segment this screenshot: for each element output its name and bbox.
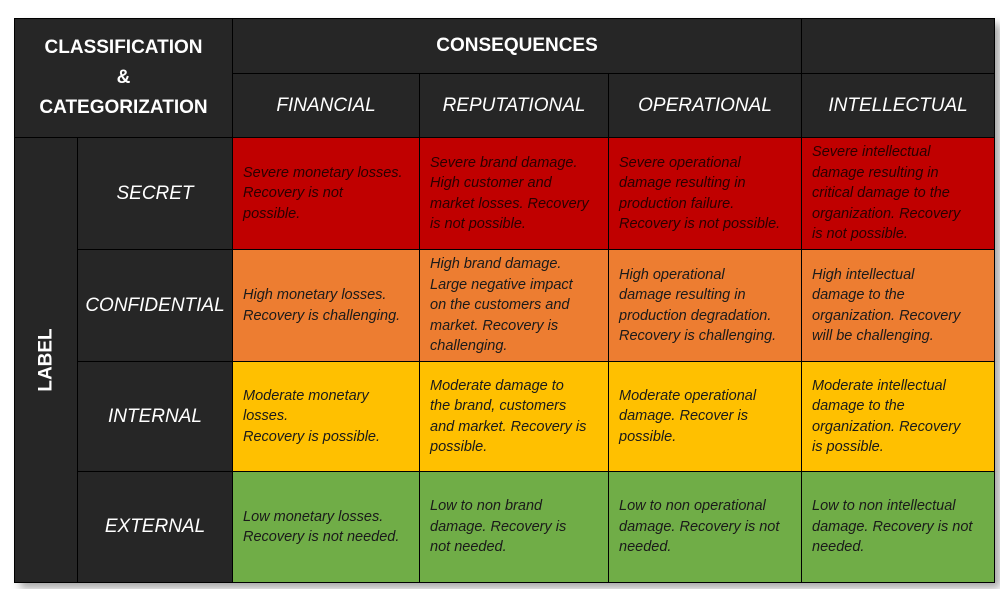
cell-internal-reputational: Moderate damage to the brand, customers and market. Recovery is possible. — [420, 362, 609, 472]
cell-external-intellectual: Low to non intellectual damage. Recovery is not needed. — [802, 472, 995, 583]
cell-secret-operational: Severe operational damage resulting in production failure. Recovery is not possible. — [609, 138, 802, 250]
cell-confidential-intellectual: High intellectual damage to the organization. Recovery will be challenging. — [802, 250, 995, 362]
header-blank-cell — [802, 19, 995, 74]
label-axis-text: LABEL — [35, 328, 57, 392]
cell-secret-financial: Severe monetary losses. Recovery is not possible. — [233, 138, 420, 250]
consequences-header — [233, 19, 802, 74]
cell-confidential-reputational: High brand damage. Large negative impact on the customers and market. Recovery is challenging. — [420, 250, 609, 362]
classification-matrix — [14, 18, 994, 582]
table-row — [15, 138, 995, 250]
consequences-title: CONSEQUENCES — [436, 35, 598, 56]
cell-secret-reputational: Severe brand damage. High customer and market losses. Recovery is not possible. — [420, 138, 609, 250]
column-header-reputational: REPUTATIONAL — [420, 74, 609, 138]
row-header-external: EXTERNAL — [78, 472, 233, 583]
cell-internal-operational: Moderate operational damage. Recover is possible. — [609, 362, 802, 472]
column-header-intellectual: INTELLECTUAL — [802, 74, 995, 138]
classification-title: CLASSIFICATION & CATEGORIZATION — [39, 37, 208, 118]
cell-secret-intellectual: Severe intellectual damage resulting in critical damage to the organization. Recovery is not possible. — [802, 138, 995, 250]
row-header-confidential: CONFIDENTIAL — [78, 250, 233, 362]
classification-header — [15, 19, 233, 138]
cell-internal-intellectual: Moderate intellectual damage to the organization. Recovery is possible. — [802, 362, 995, 472]
label-axis — [15, 138, 78, 583]
row-header-internal: INTERNAL — [78, 362, 233, 472]
table-row — [15, 362, 995, 472]
matrix-table — [14, 18, 995, 583]
column-header-financial: FINANCIAL — [233, 74, 420, 138]
row-header-secret: SECRET — [78, 138, 233, 250]
cell-external-reputational: Low to non brand damage. Recovery is not needed. — [420, 472, 609, 583]
cell-confidential-operational: High operational damage resulting in production degradation. Recovery is challenging. — [609, 250, 802, 362]
cell-external-operational: Low to non operational damage. Recovery is not needed. — [609, 472, 802, 583]
table-row — [15, 472, 995, 583]
cell-external-financial: Low monetary losses. Recovery is not needed. — [233, 472, 420, 583]
table-row — [15, 250, 995, 362]
column-header-operational: OPERATIONAL — [609, 74, 802, 138]
cell-internal-financial: Moderate monetary losses. Recovery is possible. — [233, 362, 420, 472]
cell-confidential-financial: High monetary losses. Recovery is challenging. — [233, 250, 420, 362]
